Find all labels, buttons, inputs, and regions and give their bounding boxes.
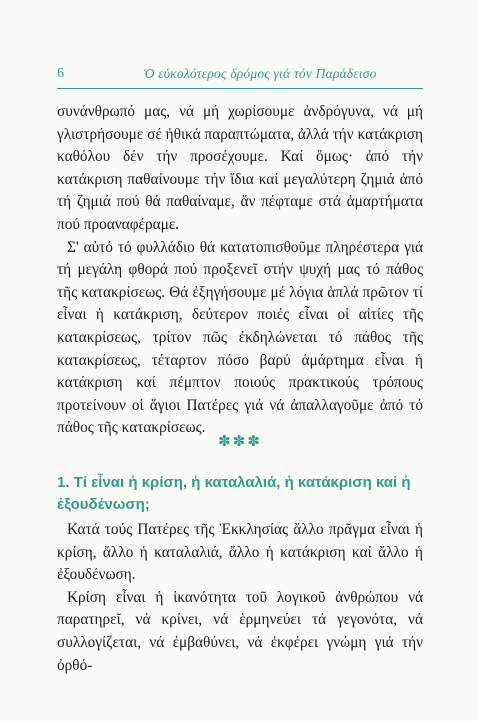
section-1 — [57, 472, 423, 677]
paragraph-2: Σ' αὐτό τό φυλλάδιο θά κατατοπισθοῦμε πληρέστερα γιά τή μεγάλη φθορά πού προξενεῖ στήν ψυχή μας τό πάθος τῆς κατακρίσεως. Θά ἐξηγήσουμε μέ λόγια ἁπλά πρῶτον τί εἶναι ἡ κατάκριση, δεύτερον ποιές εἶναι οἱ αἰτίες τῆς κατακρίσεως, τρίτον πῶς ἐκδηλώνεται τό πάθος τῆς κατακρίσεως, τέταρτον πόσο βαρύ ἁμάρτημα εἶναι ἡ κατάκριση καί πέμπτον ποιούς πρακτικούς τρόπους προτείνουν οἱ ἅγιοι Πατέρες γιά νά ἀπαλλαγοῦμε ἀπό τό πάθος τῆς κατακρίσεως. — [57, 238, 423, 437]
paragraph-1: συνάνθρωπό μας, νά μή χωρίσουμε ἀνδρόγυνα, νά μή γλιστρήσουμε σέ ἠθικά παραπτώματα, ἀλλά τήν κατάκριση καθόλου δέν τήν προσέχουμε. Καί ὅμως· ἀπό τήν κατάκριση παθαίνουμε τήν ἴδια καί μεγαλύτερη ζημιά ἀπό τή ζημιά πού θά παθαίναμε, ἄν πέφταμε στά ἁμαρτήματα πού προαναφέραμε. — [57, 103, 423, 233]
section-heading: 1. Τί εἶναι ἡ κρίση, ἡ καταλαλιά, ἡ κατάκριση καί ἡ ἐξουδένωση; — [57, 474, 411, 513]
running-header — [57, 66, 423, 84]
header-rule — [57, 88, 423, 89]
body-text — [57, 101, 423, 440]
section-paragraph-2: Κρίση εἶναι ἡ ἱκανότητα τοῦ λογικοῦ ἀνθρώπου νά παρατηρεῖ, νά κρίνει, νά ἑρμηνεύει τά γεγονότα, νά συλλογίζεται, νά ἐμβαθύνει, νά ἐκφέρει γνώμη γιά τήν ὀρθό- — [57, 588, 423, 674]
section-ornament: ✽✽✽ — [218, 432, 262, 450]
section-paragraph-1: Κατά τούς Πατέρες τῆς Ἐκκλησίας ἄλλο πρᾶγμα εἶναι ἡ κρίση, ἄλλο ἡ καταλαλιά, ἄλλο ἡ κατάκριση καί ἄλλο ἡ ἐξουδένωση. — [57, 521, 423, 584]
running-title: Ὁ εὐκολότερος δρόμος γιά τόν Παράδεισο — [143, 66, 377, 81]
page-number: 6 — [57, 66, 64, 81]
